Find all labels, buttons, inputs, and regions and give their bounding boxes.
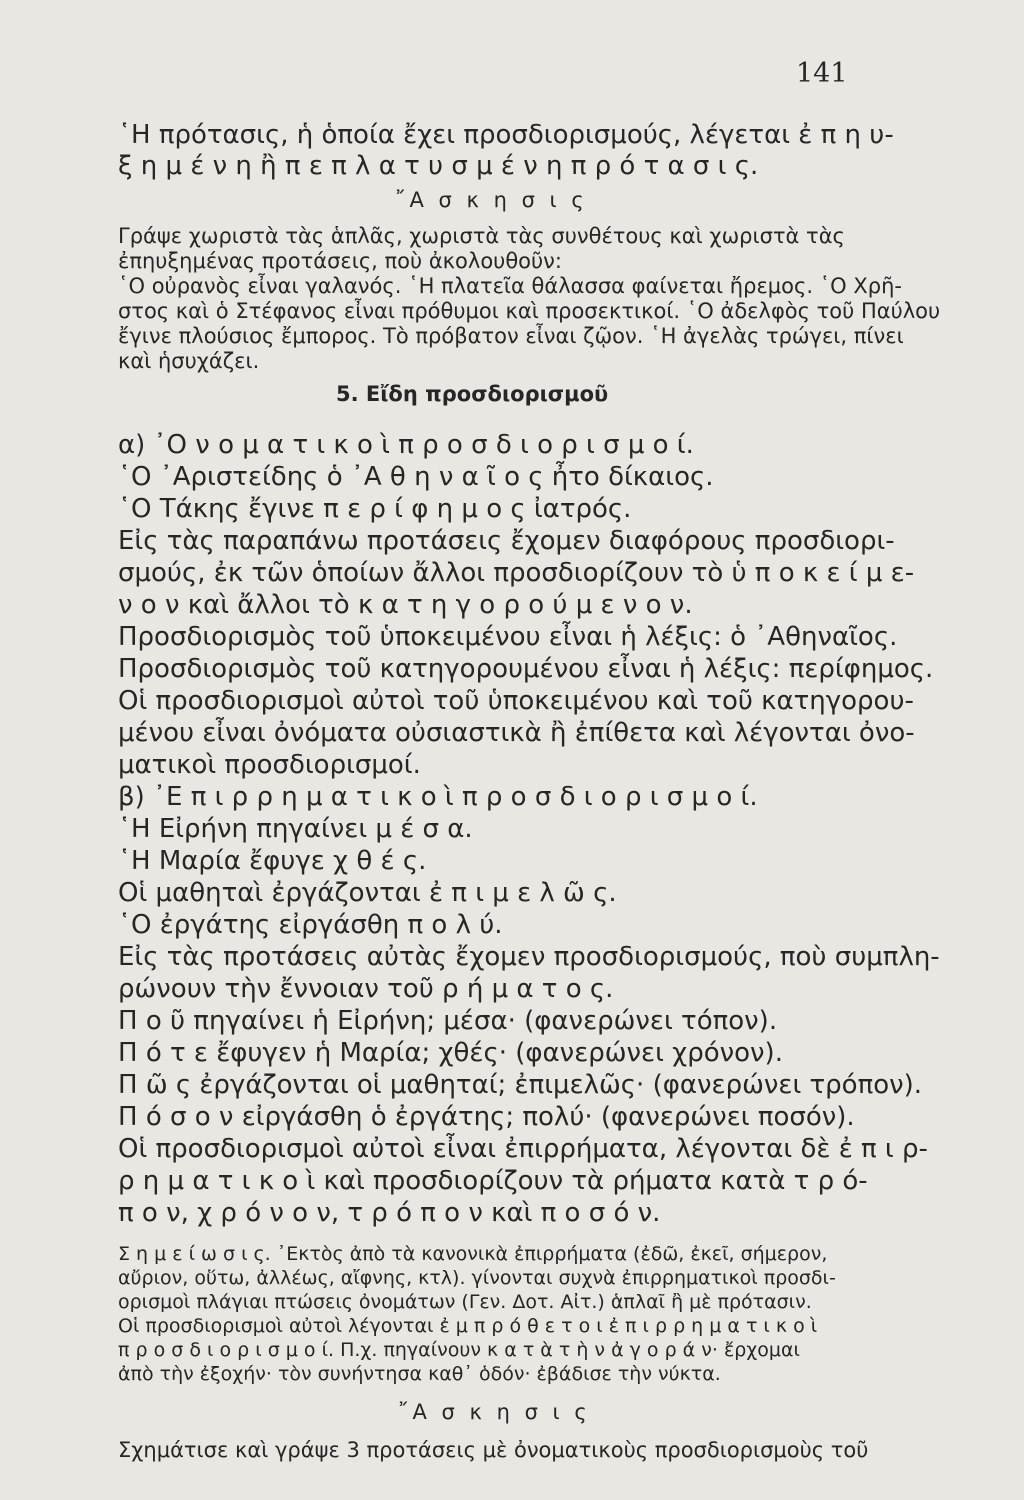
- body-line: ματικοὶ προσδιορισμοί.: [118, 750, 421, 780]
- body-line: π ο ν, χ ρ ό ν ο ν, τ ρ ό π ο ν καὶ π ο σ ό ν.: [118, 1198, 661, 1228]
- body-line: Εἰς τὰς προτάσεις αὐτὰς ἔχομεν προσδιορισμούς, ποὺ συμπλη-: [118, 942, 940, 972]
- body-line: ρ η μ α τ ι κ ο ὶ καὶ προσδιορίζουν τὰ ρήματα κατὰ τ ρ ό-: [118, 1166, 868, 1196]
- body-line: ν ο ν καὶ ἄλλοι τὸ κ α τ η γ ο ρ ο ύ μ ε ν ο ν.: [118, 590, 693, 620]
- note-line: ἀπὸ τὴν ἐξοχήν· τὸν συνήντησα καθ᾽ ὁδόν· ἐβάδισε τὴν νύκτα.: [118, 1363, 721, 1385]
- body-line: Εἰς τὰς παραπάνω προτάσεις ἔχομεν διαφόρους προσδιορι-: [118, 526, 895, 556]
- note-line: π ρ ο σ δ ι ο ρ ι σ μ ο ί. Π.χ. πηγαίνουν κ α τ ὰ τ ὴ ν ἀ γ ο ρ ά ν· ἔρχομαι: [118, 1339, 800, 1361]
- body-line: Οἱ προσδιορισμοὶ αὐτοὶ εἶναι ἐπιρρήματα, λέγονται δὲ ἐ π ι ρ-: [118, 1134, 928, 1164]
- intro-line-2: ξ η μ έ ν η ἢ π ε π λ α τ υ σ μ έ ν η π ρ ό τ α σ ι ς.: [118, 151, 759, 181]
- exercise-line: ἐπηυξημένας προτάσεις, ποὺ ἀκολουθοῦν:: [118, 249, 562, 273]
- body-line: ῾Ο ᾿Αριστείδης ὁ ᾿Α θ η ν α ῖ ο ς ἦτο δίκαιος.: [118, 462, 714, 492]
- body-line: Προσδιορισμὸς τοῦ κατηγορουμένου εἶναι ἡ λέξις: περίφημος.: [118, 654, 934, 684]
- body-line: ῾Η Εἰρήνη πηγαίνει μ έ σ α.: [118, 814, 473, 844]
- body-line: Οἱ μαθηταὶ ἐργάζονται ἐ π ι μ ε λ ῶ ς.: [118, 878, 617, 908]
- exercise-line: καὶ ἡσυχάζει.: [118, 349, 260, 373]
- exercise-heading: ῎Α σ κ η σ ι ς: [395, 188, 588, 212]
- note-line: αὔριον, οὕτω, ἀλλέως, αἴφνης, κτλ). γίνονται συχνὰ ἐπιρρηματικοὶ προσδι-: [118, 1267, 836, 1289]
- body-line: β) ᾿Ε π ι ρ ρ η μ α τ ι κ ο ὶ π ρ ο σ δ ι ο ρ ι σ μ ο ί.: [118, 782, 758, 812]
- body-line: Π ῶ ς ἐργάζονται οἱ μαθηταί; ἐπιμελῶς· (φανερώνει τρόπον).: [118, 1070, 923, 1100]
- body-line: μένου εἶναι ὀνόματα οὐσιαστικὰ ἢ ἐπίθετα καὶ λέγονται ὀνο-: [118, 718, 915, 748]
- body-line: ῾Ο Τάκης ἔγινε π ε ρ ί φ η μ ο ς ἰατρός.: [118, 494, 632, 524]
- intro-line-1: ῾Η πρότασις, ἡ ὁποία ἔχει προσδιορισμούς, λέγεται ἐ π η υ-: [118, 120, 894, 150]
- body-line: Προσδιορισμὸς τοῦ ὑποκειμένου εἶναι ἡ λέξις: ὁ ᾿Αθηναῖος.: [118, 622, 898, 652]
- exercise-line: Σχημάτισε καὶ γράψε 3 προτάσεις μὲ ὀνοματικοὺς προσδιορισμοὺς τοῦ: [118, 1438, 869, 1462]
- body-line: Οἱ προσδιορισμοὶ αὐτοὶ τοῦ ὑποκειμένου καὶ τοῦ κατηγορου-: [118, 686, 914, 716]
- exercise-line: ῾Ο οὐρανὸς εἶναι γαλανός. ῾Η πλατεῖα θάλασσα φαίνεται ἤρεμος. ῾Ο Χρῆ-: [118, 274, 902, 298]
- body-line: Π ο ῦ πηγαίνει ἡ Εἰρήνη; μέσα· (φανερώνει τόπον).: [118, 1006, 778, 1036]
- body-line: Π ό σ ο ν εἰργάσθη ὁ ἐργάτης; πολύ· (φανερώνει ποσόν).: [118, 1102, 855, 1132]
- body-line: σμούς, ἐκ τῶν ὁποίων ἄλλοι προσδιορίζουν τὸ ὑ π ο κ ε ί μ ε-: [118, 558, 915, 588]
- exercise-heading: ῎Α σ κ η σ ι ς: [398, 1400, 591, 1424]
- exercise-line: Γράψε χωριστὰ τὰς ἁπλᾶς, χωριστὰ τὰς συνθέτους καὶ χωριστὰ τὰς: [118, 224, 845, 248]
- note-line: Σ η μ ε ί ω σ ι ς. ᾿Εκτὸς ἀπὸ τὰ κανονικὰ ἐπιρρήματα (ἐδῶ, ἐκεῖ, σήμερον,: [118, 1243, 828, 1265]
- note-line: Οἱ προσδιορισμοὶ αὐτοὶ λέγονται ἐ μ π ρ ό θ ε τ ο ι ἐ π ι ρ ρ η μ α τ ι κ ο ὶ: [118, 1315, 818, 1337]
- note-line: ορισμοὶ πλάγιαι πτώσεις ὀνομάτων (Γεν. Δοτ. Αἰτ.) ἁπλαῖ ἢ μὲ πρότασιν.: [118, 1291, 812, 1313]
- body-line: α) ᾿Ο ν ο μ α τ ι κ ο ὶ π ρ ο σ δ ι ο ρ ι σ μ ο ί.: [118, 430, 694, 460]
- exercise-line: ἔγινε πλούσιος ἔμπορος. Τὸ πρόβατον εἶναι ζῷον. ῾Η ἀγελὰς τρώγει, πίνει: [118, 324, 904, 348]
- body-line: ῾Η Μαρία ἔφυγε χ θ έ ς.: [118, 846, 427, 876]
- body-line: Π ό τ ε ἔφυγεν ἡ Μαρία; χθές· (φανερώνει χρόνον).: [118, 1038, 783, 1068]
- section-title: 5. Εἴδη προσδιορισμοῦ: [336, 382, 609, 406]
- body-line: ῾Ο ἐργάτης εἰργάσθη π ο λ ύ.: [118, 910, 503, 940]
- body-line: ρώνουν τὴν ἔννοιαν τοῦ ρ ή μ α τ ο ς.: [118, 974, 614, 1004]
- page-number: 141: [796, 58, 848, 89]
- exercise-line: στος καὶ ὁ Στέφανος εἶναι πρόθυμοι καὶ προσεκτικοί. ῾Ο ἀδελφὸς τοῦ Παύλου: [118, 299, 941, 323]
